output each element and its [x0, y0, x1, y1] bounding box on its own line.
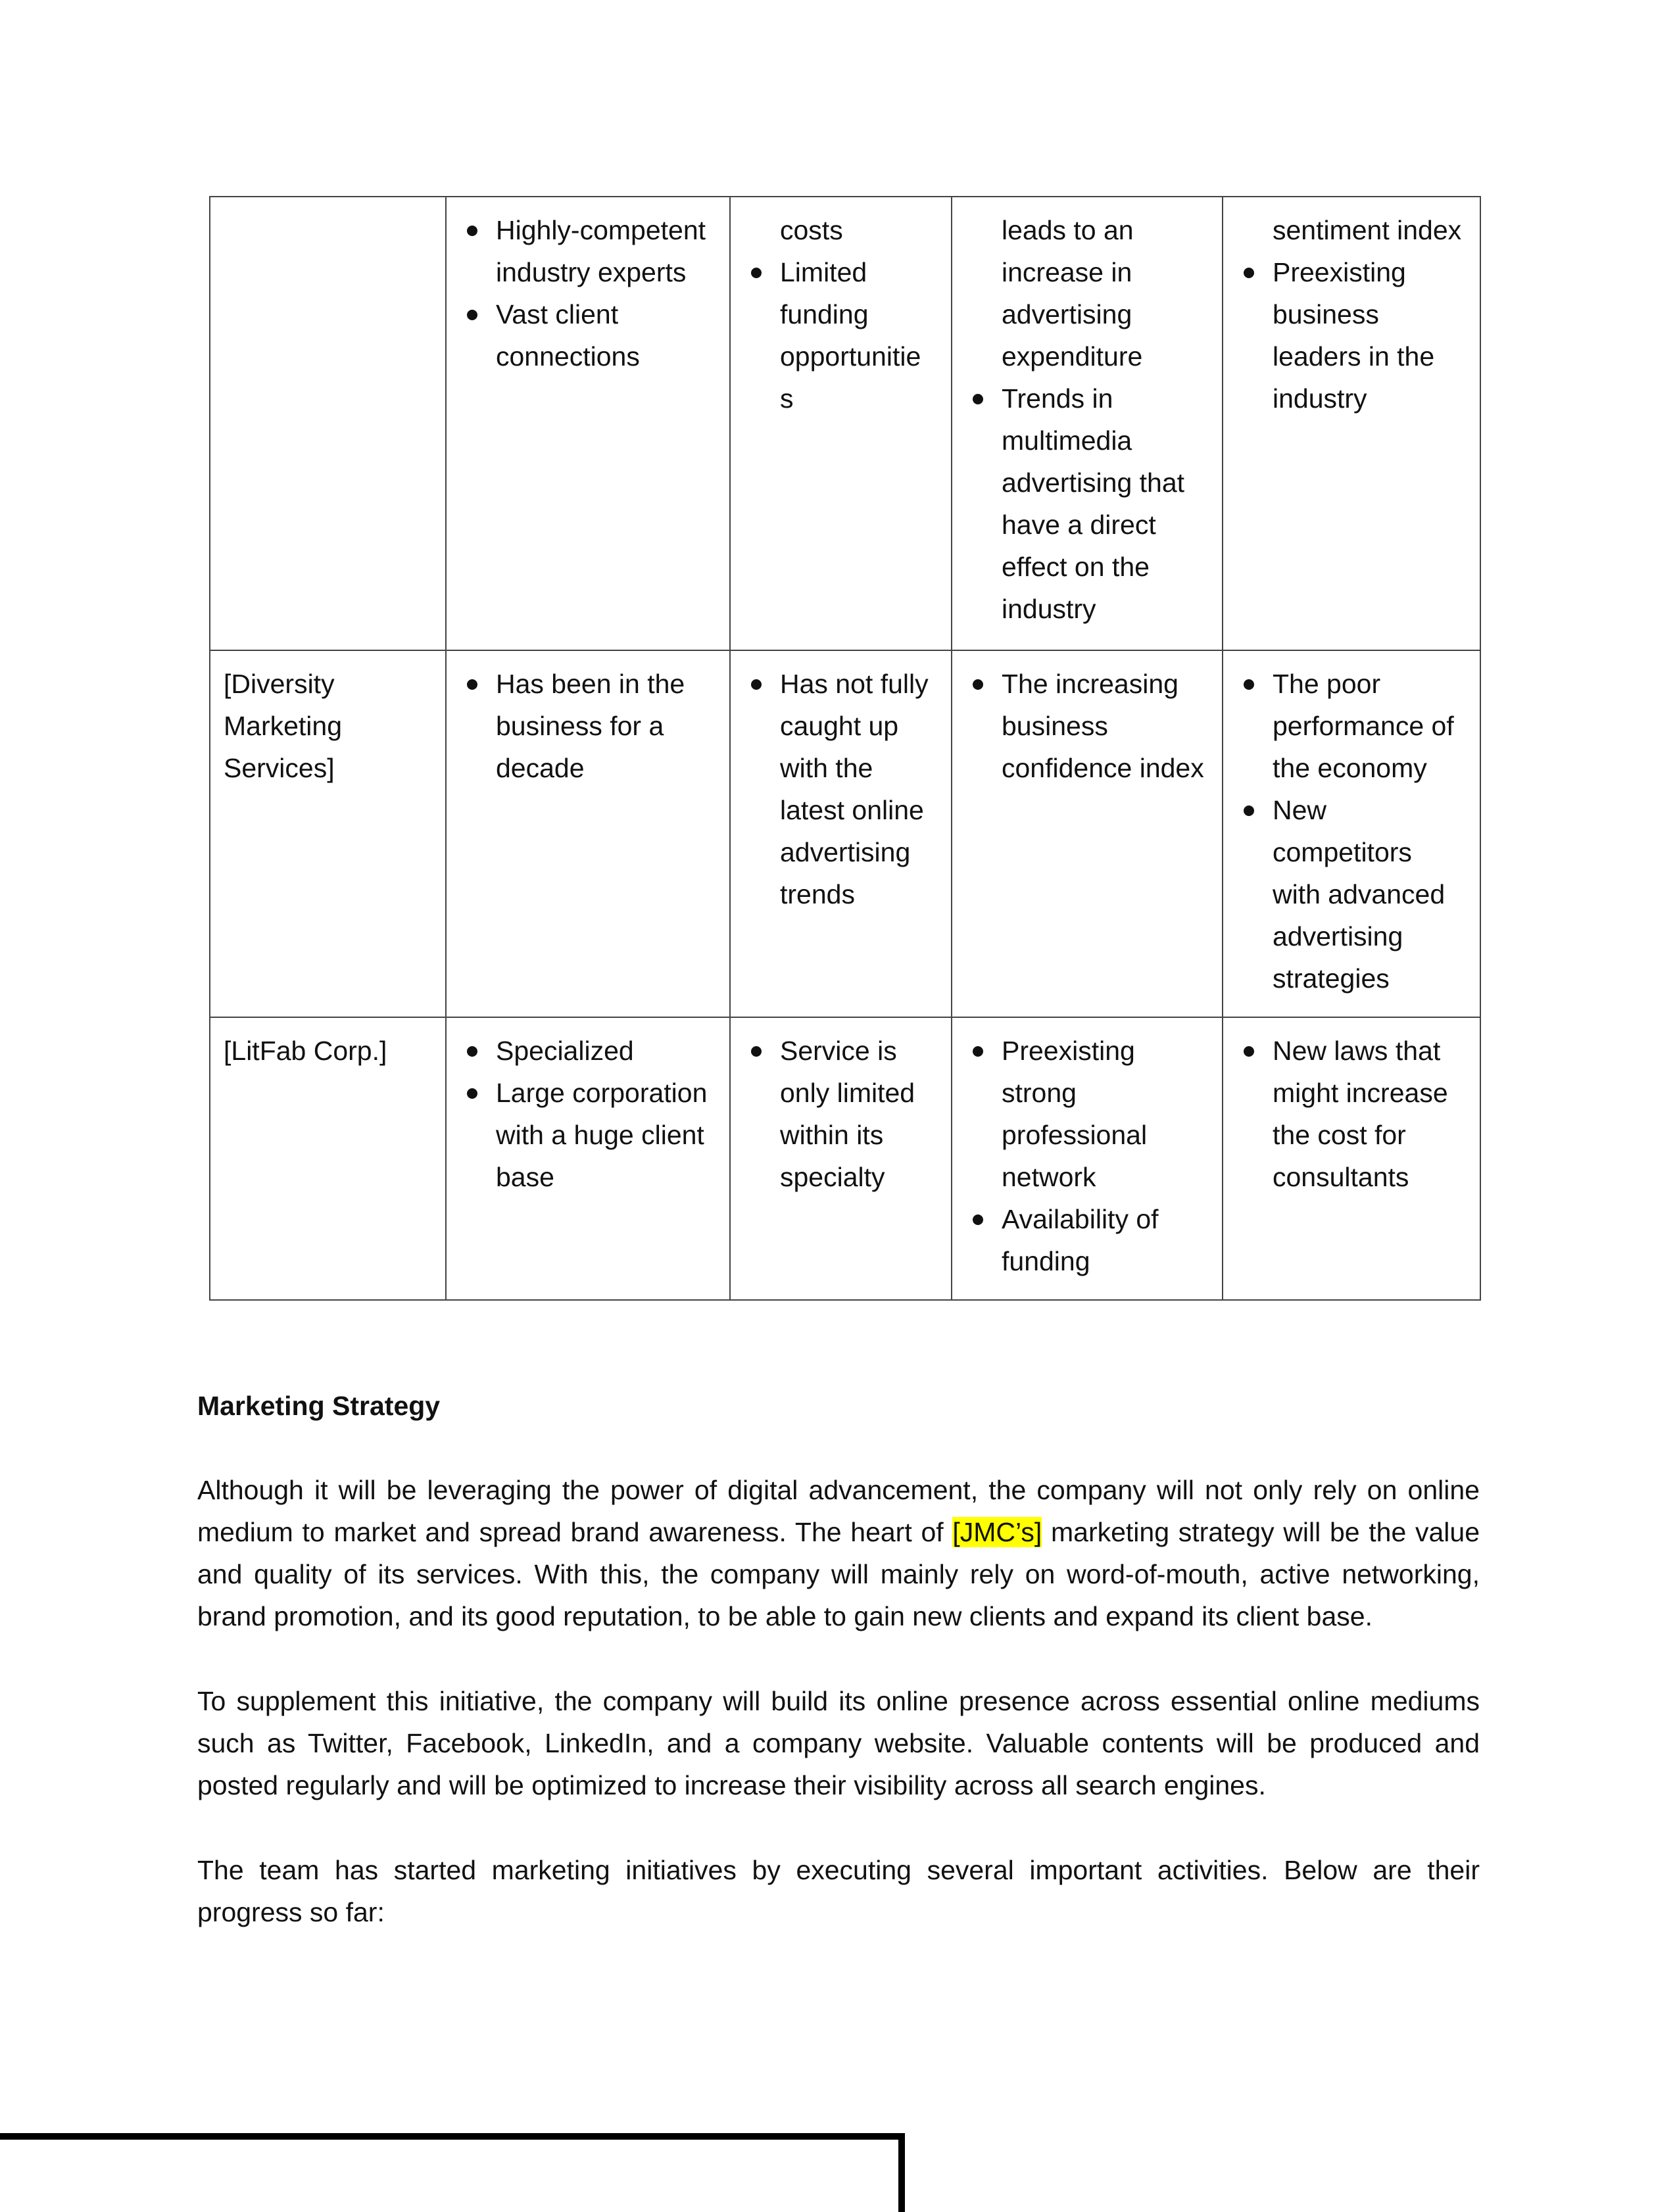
- weaknesses-cell: [730, 650, 952, 1017]
- next-table-border: [0, 2133, 905, 2212]
- table-row: [210, 650, 1480, 1017]
- list-item: Large corporation with a huge client base: [460, 1072, 716, 1198]
- list-item: Specialized: [460, 1030, 716, 1072]
- weaknesses-cell: [730, 197, 952, 650]
- strengths-list: [460, 1030, 716, 1198]
- threats-list: [1236, 663, 1467, 999]
- table-row: [210, 1017, 1480, 1300]
- paragraph-text: Although it will be leveraging the power of digital advancement, the company will not only rely on online medium to market and spread brand awareness. The heart of: [197, 1475, 1480, 1547]
- table-body: [210, 197, 1480, 1300]
- opportunities-cell: [952, 1017, 1223, 1300]
- list-item: Has been in the business for a decade: [460, 663, 716, 789]
- company-name: [Diversity Marketing Services]: [224, 669, 343, 783]
- list-item: New laws that might increase the cost for consultants: [1236, 1030, 1467, 1198]
- strengths-cell: [446, 1017, 730, 1300]
- opportunities-list: [965, 1030, 1209, 1282]
- paragraph-online-presence: To supplement this initiative, the company will build its online presence across essential online mediums such as Twitter, Facebook, LinkedIn, and a company website. Valuable contents will be produced and posted regularly and will be optimized to increase their visibility across all search engines.: [197, 1686, 1480, 1800]
- list-item: leads to an increase in advertising expenditure: [1002, 215, 1143, 372]
- list-item: sentiment index: [1273, 215, 1462, 245]
- section-heading: Marketing Strategy: [197, 1391, 441, 1421]
- strengths-cell: [446, 650, 730, 1017]
- paragraph-text: marketing strategy will be the value and quality of its services. With this, the company will mainly rely on word-of-mouth, active networking, brand promotion, and its good reputation, to be able to gain new clients and expand its client base.: [197, 1517, 1480, 1631]
- threats-cell: [1223, 197, 1480, 650]
- list-item: New competitors with advanced advertising strategies: [1236, 789, 1467, 999]
- list-item: Preexisting business leaders in the industry: [1236, 251, 1467, 420]
- company-name: [LitFab Corp.]: [224, 1036, 387, 1066]
- weaknesses-cell: [730, 1017, 952, 1300]
- list-item: The increasing business confidence index: [965, 663, 1209, 789]
- list-item: Limited funding opportunitie s: [744, 251, 938, 420]
- weaknesses-list: [744, 663, 938, 915]
- list-item: Service is only limited within its specialty: [744, 1030, 938, 1198]
- list-item: Highly-competent industry experts: [460, 209, 716, 293]
- list-item: The poor performance of the economy: [1236, 663, 1467, 789]
- opportunities-list: [965, 663, 1209, 789]
- threats-list: [1236, 1030, 1467, 1198]
- weaknesses-list: [744, 209, 938, 420]
- list-item: Preexisting strong professional network: [965, 1030, 1209, 1198]
- weaknesses-list: [744, 1030, 938, 1198]
- list-item: Trends in multimedia advertising that have a direct effect on the industry: [965, 377, 1209, 630]
- strengths-list: [460, 209, 716, 377]
- competitor-swot-table: [209, 196, 1481, 1301]
- paragraph-initiatives: The team has started marketing initiatives by executing several important activities. Below are their progress so far:: [197, 1855, 1480, 1927]
- threats-list: [1236, 209, 1467, 420]
- opportunities-list: [965, 209, 1209, 630]
- opportunities-cell: [952, 650, 1223, 1017]
- table-row: [210, 197, 1480, 650]
- opportunities-cell: [952, 197, 1223, 650]
- company-cell: [210, 1017, 446, 1300]
- paragraph-marketing-strategy: [197, 1469, 1480, 1637]
- list-item: Has not fully caught up with the latest online advertising trends: [744, 663, 938, 915]
- strengths-cell: [446, 197, 730, 650]
- threats-cell: [1223, 650, 1480, 1017]
- list-item: costs: [780, 215, 843, 245]
- strengths-list: [460, 663, 716, 789]
- highlighted-placeholder: [JMC’s]: [952, 1517, 1042, 1547]
- threats-cell: [1223, 1017, 1480, 1300]
- company-cell: [210, 650, 446, 1017]
- company-cell: [210, 197, 446, 650]
- list-item: Availability of funding: [965, 1198, 1209, 1282]
- list-item: Vast client connections: [460, 293, 716, 377]
